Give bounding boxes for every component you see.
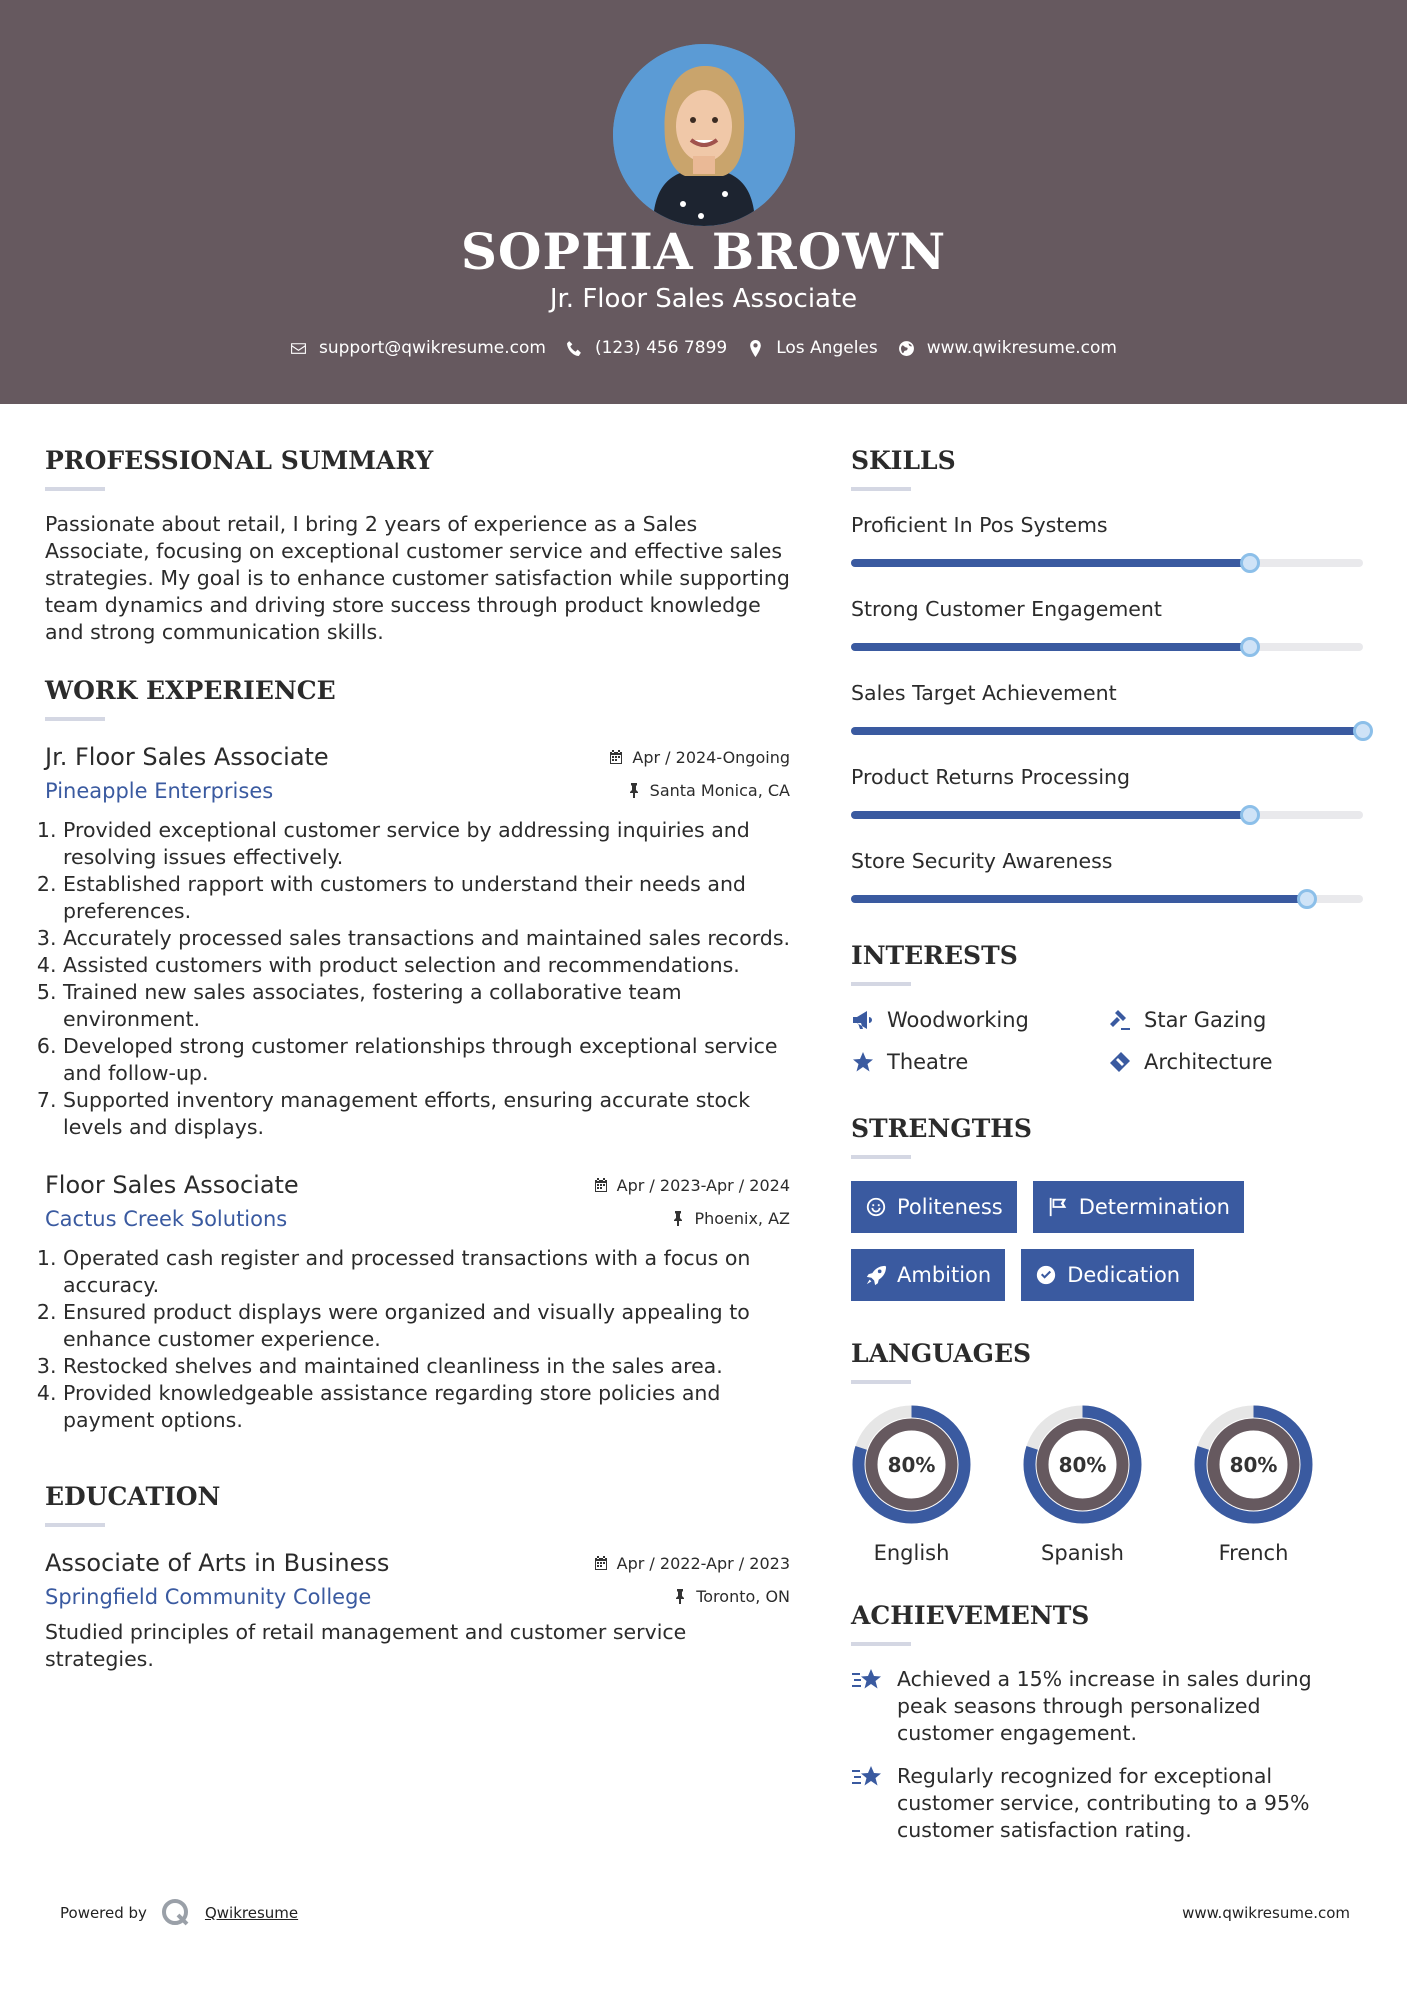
skill-bar — [851, 895, 1363, 903]
job-duties — [45, 817, 790, 1141]
job-entry — [45, 1171, 790, 1434]
contact-website[interactable]: www.qwikresume.com — [898, 338, 1117, 358]
flag-icon — [1047, 1196, 1069, 1218]
skill-bar — [851, 727, 1363, 735]
company-name: Cactus Creek Solutions — [45, 1207, 288, 1231]
education-section — [45, 1482, 790, 1673]
skill-bar-knob — [1297, 889, 1317, 909]
strengths-list — [851, 1181, 1271, 1301]
section-divider — [45, 1523, 105, 1527]
achievements-list — [851, 1666, 1363, 1844]
list-item: 3. Restocked shelves and maintained cleanliness in the sales area. — [63, 1353, 790, 1380]
skill-bar-knob — [1240, 637, 1260, 657]
job-location: Phoenix, AZ — [670, 1209, 790, 1228]
language-ring — [851, 1404, 972, 1525]
interests-section — [851, 941, 1363, 1074]
resume-header — [0, 0, 1407, 404]
list-item: 4. Assisted customers with product selection and recommendations. — [63, 952, 790, 979]
skill-bar — [851, 559, 1363, 567]
skill-bar — [851, 643, 1363, 651]
tag-icon — [1108, 1050, 1132, 1074]
skill-bar-knob — [1240, 553, 1260, 573]
right-column — [851, 446, 1363, 1860]
language-name: Spanish — [1041, 1541, 1124, 1565]
shooting-star-icon — [851, 1762, 883, 1792]
shooting-star-icon — [851, 1665, 883, 1695]
language-item — [1022, 1404, 1143, 1565]
interests-list — [851, 1008, 1363, 1074]
education-title: EDUCATION — [45, 1482, 221, 1511]
calendar-icon — [593, 1555, 609, 1571]
interests-title: INTERESTS — [851, 941, 1018, 970]
qwikresume-logo-icon — [161, 1898, 191, 1928]
skill-item — [851, 849, 1363, 903]
summary-text: Passionate about retail, I bring 2 years of experience as a Sales Associate, focusing on exceptional customer service and effective sales strategies. My goal is to enhance customer satisfaction while supporting team dynamics and driving store success through product knowledge and strong communication skills. — [45, 512, 790, 644]
skill-bar-knob — [1240, 805, 1260, 825]
section-divider — [45, 717, 105, 721]
language-item — [851, 1404, 972, 1565]
skill-bar-fill — [851, 895, 1307, 903]
strengths-section — [851, 1114, 1363, 1301]
languages-list — [851, 1404, 1363, 1565]
interest-item: Woodworking — [851, 1008, 1108, 1032]
achievements-section — [851, 1601, 1363, 1844]
company-name: Pineapple Enterprises — [45, 779, 274, 803]
skill-name: Store Security Awareness — [851, 849, 1113, 873]
skill-name: Strong Customer Engagement — [851, 597, 1162, 621]
school-name: Springfield Community College — [45, 1585, 372, 1609]
strength-badge: Dedication — [1021, 1249, 1194, 1301]
section-divider — [851, 1155, 911, 1159]
footer-website[interactable]: www.qwikresume.com — [1182, 1904, 1350, 1922]
languages-section — [851, 1339, 1363, 1565]
strength-badge: Ambition — [851, 1249, 1005, 1301]
contact-bar — [0, 338, 1407, 358]
left-column — [45, 446, 790, 1673]
job-location: Santa Monica, CA — [626, 781, 790, 800]
skill-name: Sales Target Achievement — [851, 681, 1117, 705]
skill-item — [851, 597, 1363, 651]
list-item: 7. Supported inventory management efforts, ensuring accurate stock levels and displays. — [63, 1087, 790, 1141]
phone-icon — [566, 340, 583, 357]
list-item: 4. Provided knowledgeable assistance regarding store policies and payment options. — [63, 1380, 790, 1434]
list-item: 2. Ensured product displays were organized and visually appealing to enhance customer experience. — [63, 1299, 790, 1353]
interest-item: Star Gazing — [1108, 1008, 1363, 1032]
rocket-icon — [865, 1264, 887, 1286]
language-percent: 80% — [887, 1453, 936, 1477]
job-dates: Apr / 2023-Apr / 2024 — [593, 1176, 790, 1195]
achievement-item: Regularly recognized for exceptional customer service, contributing to a 95% customer satisfaction rating. — [851, 1763, 1363, 1844]
brand-link[interactable]: Qwikresume — [204, 1904, 299, 1922]
star-icon — [851, 1050, 875, 1074]
achievements-title: ACHIEVEMENTS — [851, 1601, 1090, 1630]
skill-bar-fill — [851, 811, 1250, 819]
contact-email[interactable]: support@qwikresume.com — [290, 338, 546, 358]
calendar-icon — [593, 1177, 609, 1193]
skill-bar — [851, 811, 1363, 819]
list-item: 2. Established rapport with customers to understand their needs and preferences. — [63, 871, 790, 925]
list-item: 1. Provided exceptional customer service by addressing inquiries and resolving issues effectively. — [63, 817, 790, 871]
job-duties — [45, 1245, 790, 1434]
language-percent: 80% — [1229, 1453, 1278, 1477]
envelope-icon — [290, 340, 307, 357]
summary-title: PROFESSIONAL SUMMARY — [45, 446, 434, 475]
check-circle-icon — [1035, 1264, 1057, 1286]
powered-by: Powered by Qwikresume — [60, 1898, 298, 1928]
smile-icon — [865, 1196, 887, 1218]
strength-badge: Determination — [1033, 1181, 1244, 1233]
language-percent: 80% — [1058, 1453, 1107, 1477]
language-name: English — [873, 1541, 950, 1565]
skills-title: SKILLS — [851, 446, 956, 475]
skill-bar-fill — [851, 643, 1250, 651]
skill-bar-fill — [851, 727, 1363, 735]
section-divider — [851, 487, 911, 491]
contact-location: Los Angeles — [747, 338, 878, 358]
strengths-title: STRENGTHS — [851, 1114, 1032, 1143]
list-item: 3. Accurately processed sales transactions and maintained sales records. — [63, 925, 790, 952]
experience-title: WORK EXPERIENCE — [45, 676, 336, 705]
calendar-icon — [608, 749, 624, 765]
pushpin-icon — [670, 1210, 686, 1226]
skill-name: Product Returns Processing — [851, 765, 1131, 789]
skill-item — [851, 681, 1363, 735]
education-location: Toronto, ON — [672, 1587, 790, 1606]
job-entry — [45, 743, 790, 1141]
contact-phone[interactable]: (123) 456 7899 — [566, 338, 727, 358]
language-item — [1193, 1404, 1314, 1565]
interest-item: Architecture — [1108, 1050, 1363, 1074]
summary-section — [45, 446, 790, 646]
profile-photo — [613, 44, 795, 226]
job-dates: Apr / 2024-Ongoing — [608, 748, 790, 767]
job-role: Floor Sales Associate — [45, 1171, 299, 1199]
education-dates: Apr / 2022-Apr / 2023 — [593, 1554, 790, 1573]
section-divider — [851, 1380, 911, 1384]
degree-name: Associate of Arts in Business — [45, 1549, 390, 1577]
interest-item: Theatre — [851, 1050, 1108, 1074]
skills-list — [851, 513, 1363, 903]
megaphone-icon — [851, 1008, 875, 1032]
candidate-name: SOPHIA BROWN — [460, 222, 947, 281]
skill-name: Proficient In Pos Systems — [851, 513, 1108, 537]
skill-bar-knob — [1353, 721, 1373, 741]
skills-section — [851, 446, 1363, 903]
pushpin-icon — [626, 782, 642, 798]
section-divider — [45, 487, 105, 491]
section-divider — [851, 1642, 911, 1646]
section-divider — [851, 982, 911, 986]
skill-item — [851, 765, 1363, 819]
gavel-icon — [1108, 1008, 1132, 1032]
experience-section — [45, 676, 790, 1434]
list-item: 1. Operated cash register and processed transactions with a focus on accuracy. — [63, 1245, 790, 1299]
map-pin-icon — [747, 340, 764, 357]
job-role: Jr. Floor Sales Associate — [45, 743, 329, 771]
achievement-item: Achieved a 15% increase in sales during peak seasons through personalized customer engagement. — [851, 1666, 1363, 1747]
pushpin-icon — [672, 1588, 688, 1604]
strength-badge: Politeness — [851, 1181, 1017, 1233]
education-description: Studied principles of retail management and customer service strategies. — [45, 1620, 687, 1671]
skill-bar-fill — [851, 559, 1250, 567]
skill-item — [851, 513, 1363, 567]
candidate-title: Jr. Floor Sales Associate — [549, 284, 858, 314]
globe-icon — [898, 340, 915, 357]
language-name: French — [1218, 1541, 1289, 1565]
languages-title: LANGUAGES — [851, 1339, 1032, 1368]
language-ring — [1022, 1404, 1143, 1525]
page-footer — [60, 1898, 1350, 1928]
language-ring — [1193, 1404, 1314, 1525]
list-item: 5. Trained new sales associates, fostering a collaborative team environment. — [63, 979, 790, 1033]
list-item: 6. Developed strong customer relationships through exceptional service and follow-up. — [63, 1033, 790, 1087]
